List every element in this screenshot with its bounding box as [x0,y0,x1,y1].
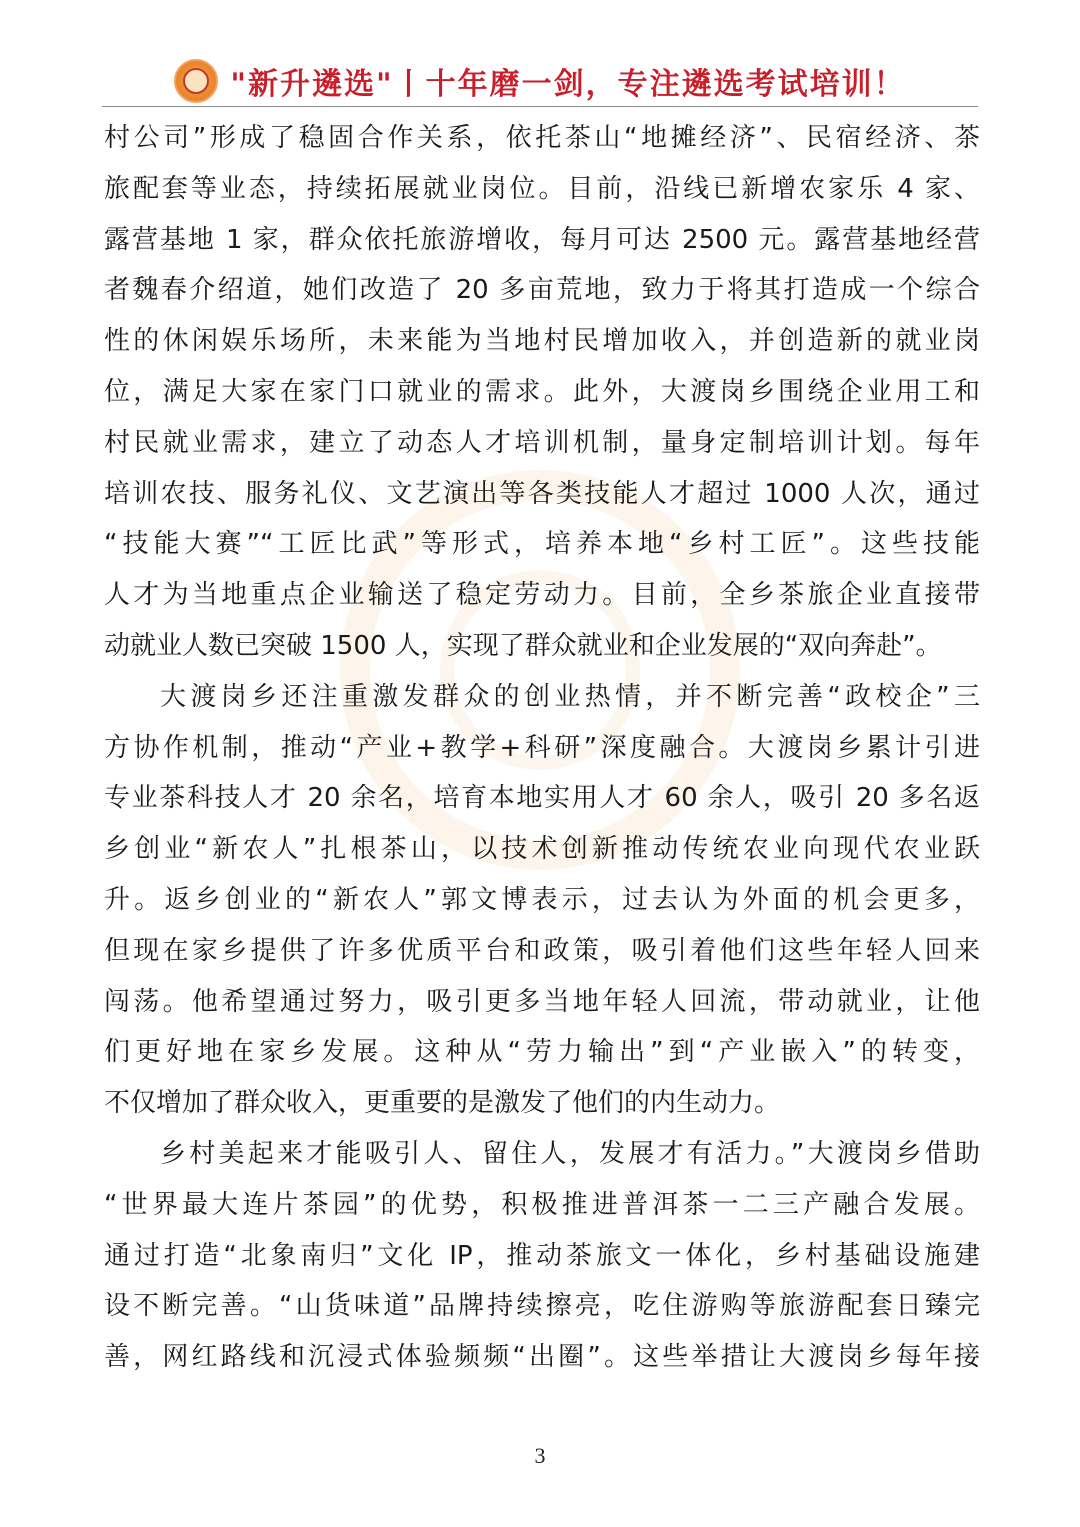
text-line: “技能大赛”“工匠比武”等形式，培养本地“乡村工匠”。这些技能 [104,529,980,560]
page-number: 3 [534,1443,546,1468]
text-line: 乡创业“新农人”扎根茶山，以技术创新推动传统农业向现代农业跃 [104,834,980,865]
text-line: 性的休闲娱乐场所，未来能为当地村民增加收入，并创造新的就业岗 [104,326,980,357]
text-line: 村民就业需求，建立了动态人才培训机制，量身定制培训计划。每年 [104,427,980,458]
text-line: 旅配套等业态，持续拓展就业岗位。目前，沿线已新增农家乐 4 家、 [104,173,980,204]
text-line: 大渡岗乡还注重激发群众的创业热情，并不断完善“政校企”三 [160,681,980,712]
text-line: 人才为当地重点企业输送了稳定劳动力。目前，全乡茶旅企业直接带 [104,580,980,611]
text-line: 但现在家乡提供了许多优质平台和政策，吸引着他们这些年轻人回来 [104,935,980,966]
text-line: 者魏春介绍道，她们改造了 20 多亩荒地，致力于将其打造成一个综合 [104,275,980,306]
text-line: 露营基地 1 家，群众依托旅游增收，每月可达 2500 元。露营基地经营 [104,224,980,255]
text-line: 不仅增加了群众收入，更重要的是激发了他们的内生动力。 [104,1088,781,1119]
text-line: 乡村美起来才能吸引人、留住人，发展才有活力。”大渡岗乡借助 [160,1138,980,1169]
text-line: 善，网红路线和沉浸式体验频频“出圈”。这些举措让大渡岗乡每年接 [104,1342,980,1373]
header-title: "新升遴选"丨十年磨一剑，专注遴选考试培训！ [230,67,906,102]
text-line: 方协作机制，推动“产业+教学+科研”深度融合。大渡岗乡累计引进 [104,732,980,763]
text-line: 村公司”形成了稳固合作关系，依托茶山“地摊经济”、民宿经济、茶 [104,123,980,153]
organization-seal-logo [174,59,218,103]
text-line: 动就业人数已突破 1500 人，实现了群众就业和企业发展的“双向奔赴”。 [104,630,942,661]
text-line: 位，满足大家在家门口就业的需求。此外，大渡岗乡围绕企业用工和 [104,376,980,407]
seal-center [183,68,209,94]
text-line: 升。返乡创业的“新农人”郭文博表示，过去认为外面的机会更多， [104,884,980,915]
text-line: 培训农技、服务礼仪、文艺演出等各类技能人才超过 1000 人次，通过 [104,478,980,509]
header-divider [102,106,978,107]
text-line: 专业茶科技人才 20 余名，培育本地实用人才 60 余人，吸引 20 多名返 [104,783,980,814]
text-line: “世界最大连片茶园”的优势，积极推进普洱茶一二三产融合发展。 [104,1189,980,1220]
text-line: 通过打造“北象南归”文化 IP，推动茶旅文一体化，乡村基础设施建 [104,1240,980,1271]
text-line: 闯荡。他希望通过努力，吸引更多当地年轻人回流，带动就业，让他 [104,986,980,1017]
page-header [0,56,1080,106]
text-line: 设不断完善。“山货味道”品牌持续擦亮，吃住游购等旅游配套日臻完 [104,1291,980,1322]
text-line: 们更好地在家乡发展。这种从“劳力输出”到“产业嵌入”的转变， [104,1037,980,1068]
article-body [104,113,980,1383]
